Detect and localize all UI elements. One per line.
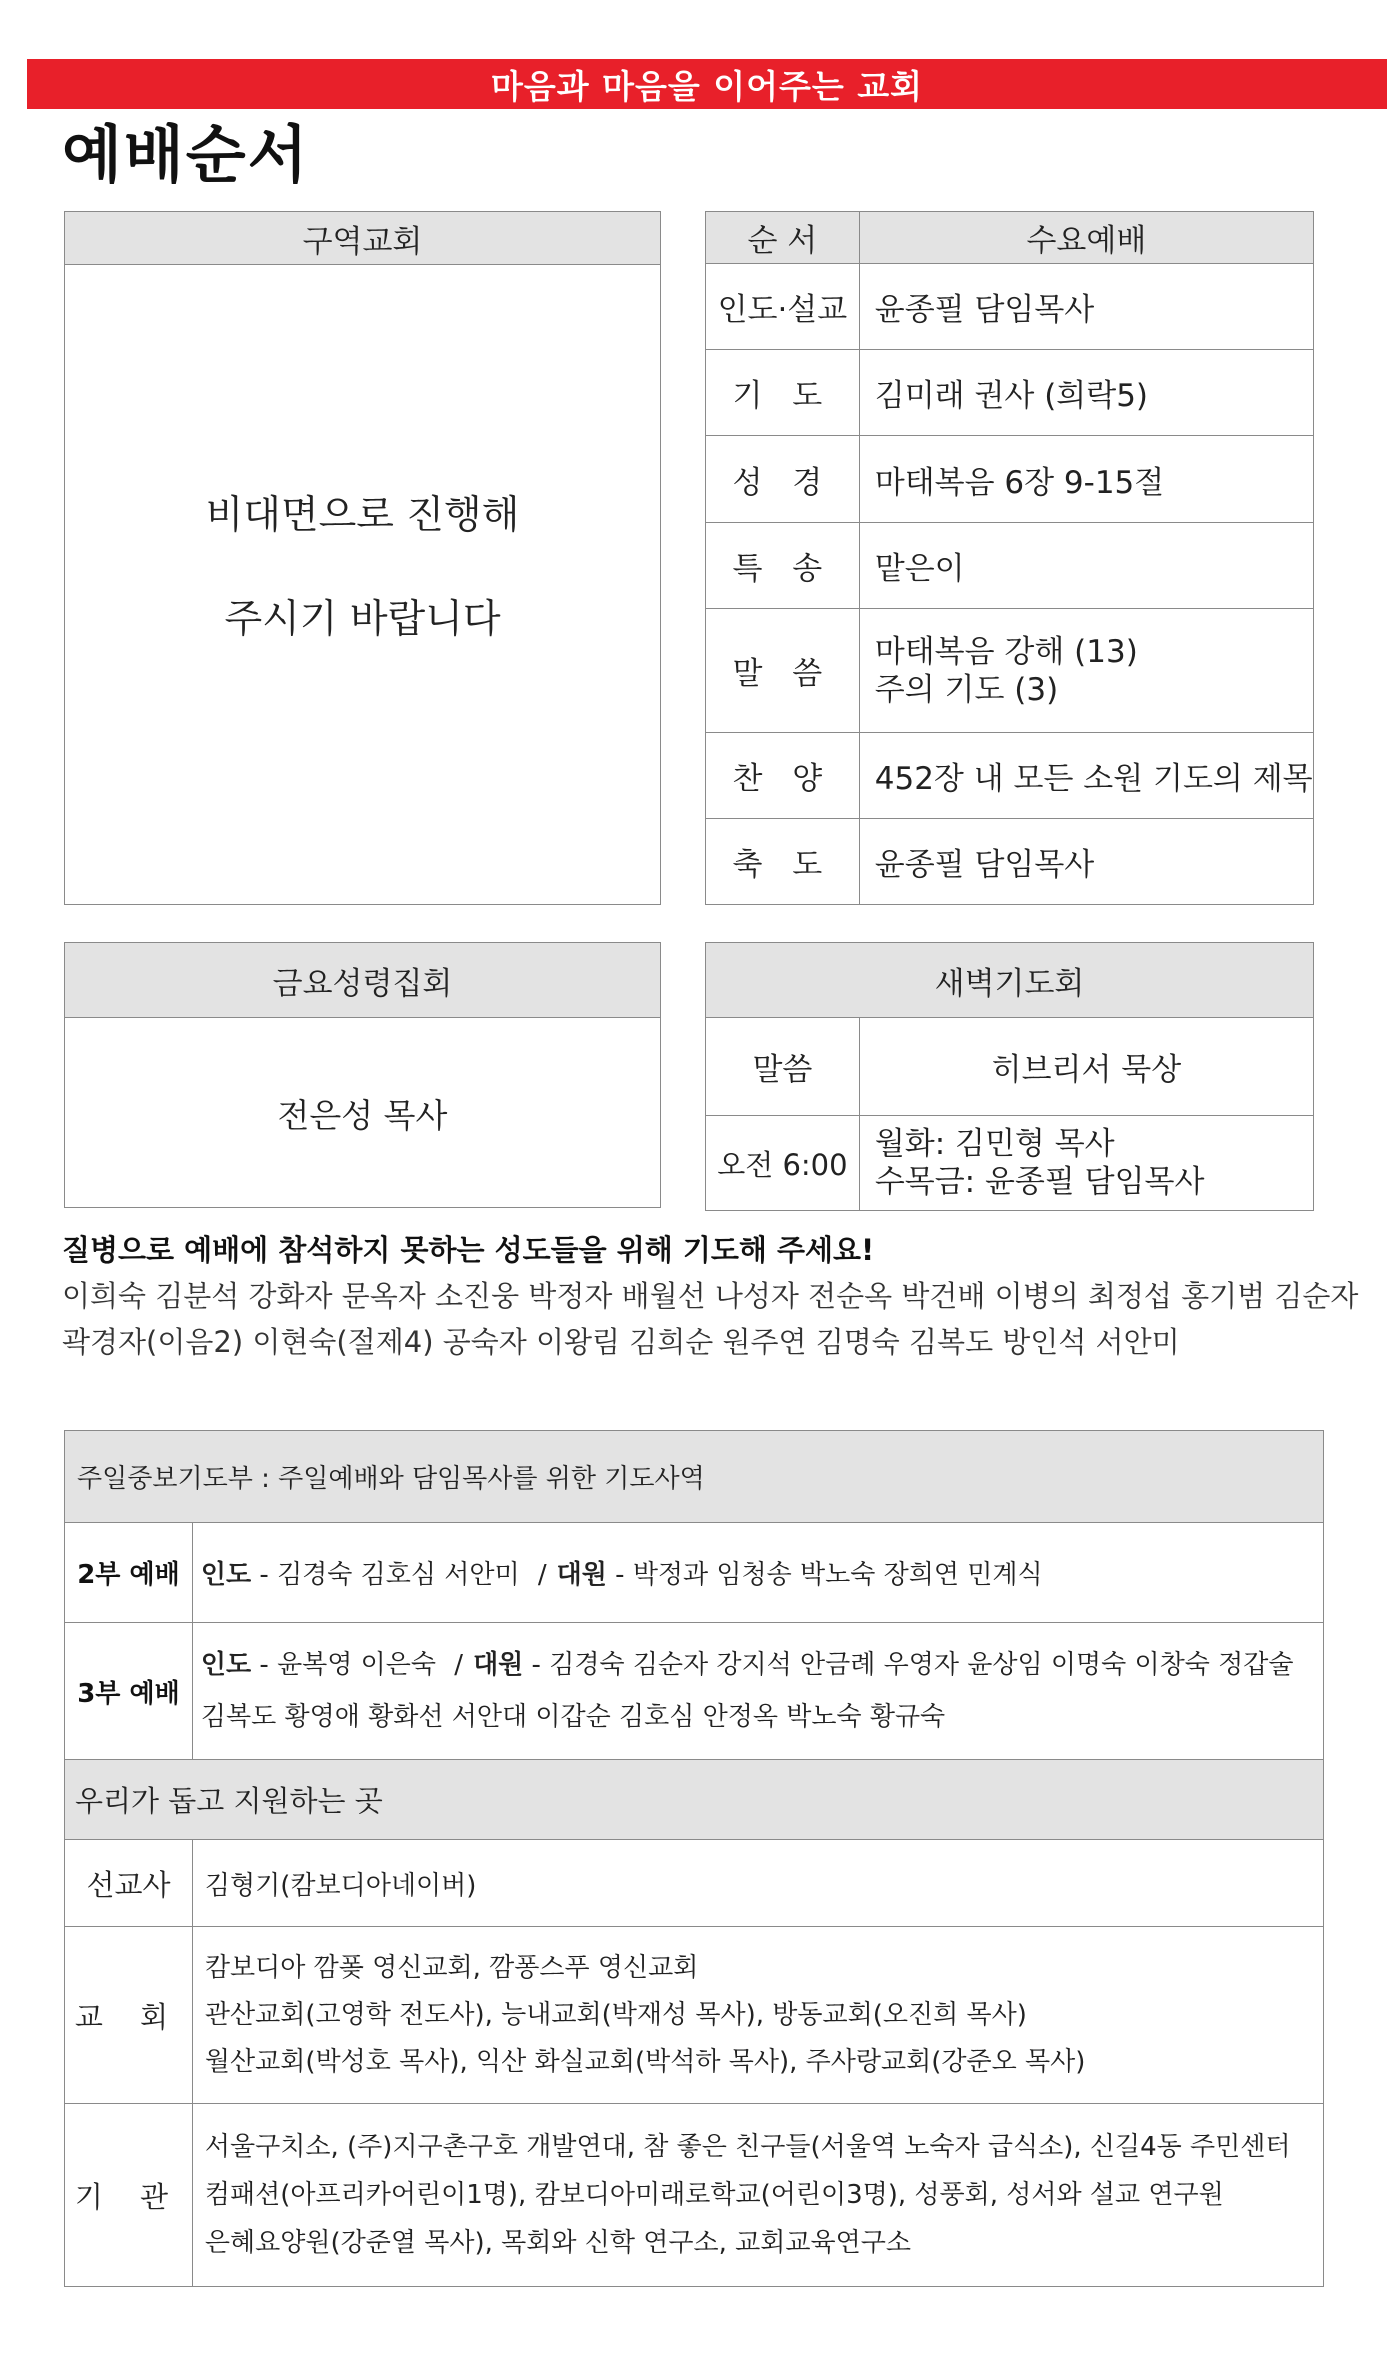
row-label: 기 도 — [706, 350, 860, 436]
separator: / — [454, 1650, 464, 1680]
third-service-members — [192, 1623, 1323, 1760]
dawn-leaders — [859, 1116, 1313, 1211]
organization-line: 컴패션(아프리카어린이1명), 캄보디아미래로학교(어린이3명), 성풍회, 성서와 설교 연구원 — [204, 2180, 1224, 2210]
dawn-leader-wed-fri: 수목금: 윤종필 담임목사 — [874, 1164, 1205, 1200]
district-notice-line2: 주시기 바랍니다 — [224, 597, 501, 642]
member-label: 대원 — [473, 1650, 524, 1680]
friday-preacher: 전은성 목사 — [277, 1095, 448, 1135]
top-banner: 마음과 마음을 이어주는 교회 — [27, 59, 1387, 109]
row-value: 김미래 권사 (희락5) — [859, 350, 1313, 436]
row-value — [859, 609, 1313, 733]
wednesday-service-table — [705, 211, 1314, 905]
district-church-box — [64, 211, 661, 905]
district-church-header: 구역교회 — [65, 212, 660, 265]
page-title: 예배순서 — [62, 118, 310, 191]
third-service-label: 3부 예배 — [65, 1623, 193, 1760]
row-value: 맡은이 — [859, 523, 1313, 609]
prayer-request-title: 질병으로 예배에 참석하지 못하는 성도들을 위해 기도해 주세요! — [62, 1233, 875, 1267]
wednesday-column-header: 수요예배 — [859, 212, 1313, 264]
sunday-prayer-header: 주일중보기도부 : 주일예배와 담임목사를 위한 기도사역 — [65, 1431, 1324, 1523]
district-notice-line1: 비대면으로 진행해 — [205, 493, 520, 538]
dawn-leader-mon-tue: 월화: 김민형 목사 — [874, 1126, 1115, 1162]
row-label: 성 경 — [706, 436, 860, 523]
leader-names: - 김경숙 김호심 서안미 — [251, 1560, 528, 1590]
member-names-line2: 김복도 황영애 황화선 서안대 이갑순 김호심 안정옥 박노숙 황규숙 — [200, 1702, 946, 1732]
friday-meeting-header: 금요성령집회 — [65, 943, 660, 1018]
sermon-title: 주의 기도 (3) — [874, 671, 1059, 708]
dawn-time-label: 오전 6:00 — [706, 1116, 860, 1211]
second-service-members — [192, 1523, 1323, 1623]
member-names: - 김경숙 김순자 강지석 안금례 우영자 윤상임 이명숙 이창숙 정갑술 — [523, 1650, 1294, 1680]
church-line: 월산교회(박성호 목사), 익산 화실교회(박석하 목사), 주사랑교회(강준오 목사) — [204, 2046, 1086, 2077]
row-label: 말 씀 — [706, 609, 860, 733]
leader-label: 인도 — [200, 1560, 252, 1590]
church-line: 캄보디아 깜퐂 영신교회, 깜퐁스푸 영신교회 — [204, 1952, 699, 1983]
organization-line: 은혜요양원(강준열 목사), 목회와 신학 연구소, 교회교육연구소 — [204, 2228, 911, 2258]
row-value: 마태복음 6장 9-15절 — [859, 436, 1313, 523]
organization-line: 서울구치소, (주)지구촌구호 개발연대, 참 좋은 친구들(서울역 노숙자 급식소), 신길4동 주민센터 — [204, 2132, 1291, 2162]
missionary-value: 김형기(캄보디아네이버) — [192, 1840, 1323, 1927]
leader-names: - 윤복영 이은숙 — [251, 1650, 445, 1680]
prayer-names-line2: 곽경자(이음2) 이현숙(절제4) 공숙자 이왕림 김희순 원주연 김명숙 김복도 방인석 서안미 — [62, 1325, 1180, 1359]
church-line: 관산교회(고영학 전도사), 능내교회(박재성 목사), 방동교회(오진희 목사) — [204, 1999, 1027, 2030]
ministry-table — [64, 1430, 1324, 2287]
member-names: - 박정과 임청송 박노숙 장희연 민계식 — [606, 1560, 1043, 1590]
church-list — [192, 1927, 1323, 2104]
dawn-row-label: 말씀 — [706, 1018, 860, 1116]
friday-meeting-box — [64, 942, 661, 1208]
row-label: 찬 양 — [706, 733, 860, 819]
dawn-prayer-header: 새벽기도회 — [706, 943, 1314, 1018]
sermon-series: 마태복음 강해 (13) — [874, 633, 1138, 670]
prayer-names-line1: 이희숙 김분석 강화자 문옥자 소진웅 박정자 배월선 나성자 전순옥 박건배 이병의 최정섭 홍기범 김순자 — [62, 1279, 1359, 1313]
row-label: 특 송 — [706, 523, 860, 609]
support-header: 우리가 돕고 지원하는 곳 — [65, 1760, 1324, 1840]
church-label: 교 회 — [65, 1927, 193, 2104]
row-value: 윤종필 담임목사 — [859, 264, 1313, 350]
dawn-row-value: 히브리서 묵상 — [859, 1018, 1313, 1116]
dawn-prayer-table — [705, 942, 1314, 1211]
missionary-label: 선교사 — [65, 1840, 193, 1927]
row-value: 윤종필 담임목사 — [859, 819, 1313, 905]
second-service-label: 2부 예배 — [65, 1523, 193, 1623]
separator: / — [537, 1560, 547, 1590]
organization-label: 기 관 — [65, 2104, 193, 2287]
organization-list — [192, 2104, 1323, 2287]
row-label: 인도·설교 — [706, 264, 860, 350]
order-column-header: 순 서 — [706, 212, 860, 264]
leader-label: 인도 — [200, 1650, 252, 1680]
row-label: 축 도 — [706, 819, 860, 905]
member-label: 대원 — [556, 1560, 607, 1590]
row-value: 452장 내 모든 소원 기도의 제목 — [859, 733, 1313, 819]
